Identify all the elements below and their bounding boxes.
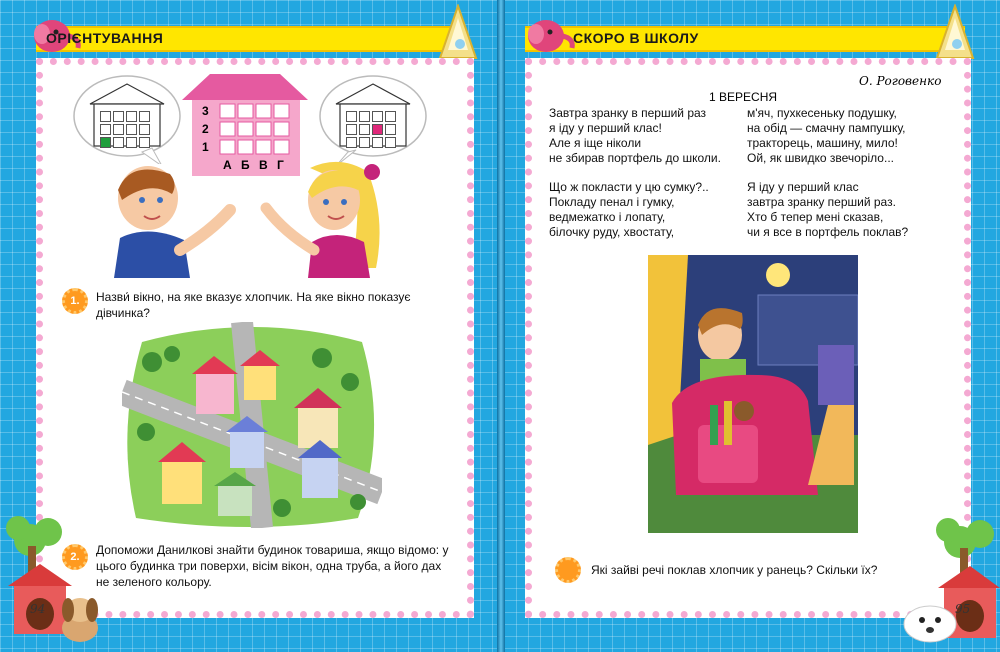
doghouse-dog-decoration <box>0 510 110 652</box>
book-spine <box>497 0 505 652</box>
grid-col-label: Б <box>241 158 250 172</box>
grid-col-label: А <box>223 158 232 172</box>
right-header-title: СКОРО В ШКОЛУ <box>573 30 699 46</box>
pencil-triangle-icon <box>438 4 478 60</box>
pink-window <box>372 124 383 135</box>
task-1-text: Назви́ вікно, на яке вказує хлопчик. На яке вікно показує дівчинка? <box>96 290 411 320</box>
boy-with-schoolbag-illustration <box>648 255 858 533</box>
grid-row-label: 3 <box>202 104 209 118</box>
poem-stanza-2-left: Що ж покласти у цю сумку?.. Покладу пенал і гумку, ведмежатко і лопату, білочку руду, хвостату, <box>549 180 709 239</box>
left-header-title: ОРІЄНТУВАННЯ <box>46 30 164 46</box>
poem-author: О. Роговенко <box>859 74 942 88</box>
task-1-badge: 1. <box>62 288 88 314</box>
girl-illustration <box>260 158 400 278</box>
green-window <box>100 137 111 148</box>
grid-row-label: 1 <box>202 140 209 154</box>
poem-title: 1 ВЕРЕСНЯ <box>709 90 778 104</box>
poem-stanza-1-right: м'яч, пухкесеньку подушку, на обід — смачну пампушку, тракторець, машину, мило! Ой, як швидко звечоріло... <box>747 106 906 165</box>
task-2-text: Допоможи Данилкові знайти будинок товариша, якщо відомо: у цього будинка три поверхи, вісім вікон, одна труба, а його дах не зеленого кольору. <box>96 543 449 589</box>
boy-illustration <box>100 160 250 278</box>
doghouse-puppy-decoration <box>890 512 1000 652</box>
grid-row-label: 2 <box>202 122 209 136</box>
elephant-icon <box>522 14 576 58</box>
poem-stanza-2-right: Я іду у перший клас завтра зранку перший раз. Хто б тепер мені сказав, чи я все в портфель поклав? <box>747 180 909 239</box>
right-page <box>505 0 1000 652</box>
right-page-number: 95 <box>955 602 971 616</box>
town-map-illustration <box>122 322 382 528</box>
left-page-number: 94 <box>30 602 46 616</box>
pencil-triangle-icon <box>935 4 975 60</box>
question-badge <box>555 557 581 583</box>
left-page <box>0 0 497 652</box>
question-text: Які зайві речі поклав хлопчик у ранець? Скільки їх? <box>591 563 878 577</box>
task-2-badge: 2. <box>62 544 88 570</box>
poem-stanza-1-left: Завтра зранку в перший раз я іду у перший клас! Але я іще ніколи не збирав портфель до школи. <box>549 106 721 165</box>
grid-col-label: Г <box>277 158 284 172</box>
grid-col-label: В <box>259 158 268 172</box>
